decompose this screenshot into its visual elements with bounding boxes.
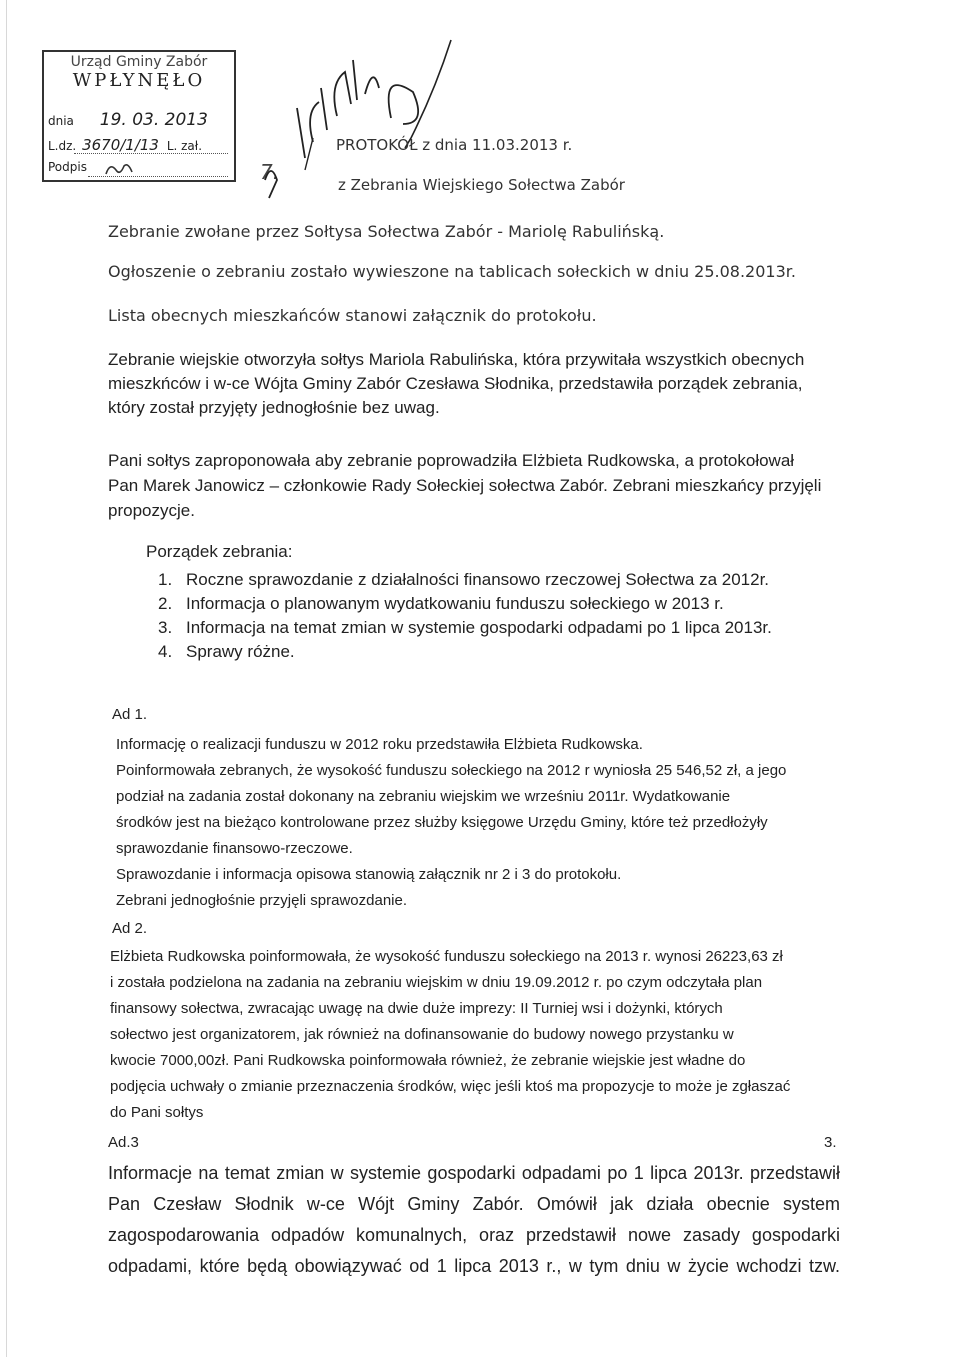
ad1-line: Informację o realizacji funduszu w 2012 roku przedstawiła Elżbieta Rudkowska. <box>116 736 643 753</box>
opening-paragraph <box>108 348 804 420</box>
ad3-line: Pan Czesław Słodnik w-ce Wójt Gminy Zabór. Omówił jak działa obecnie system <box>108 1194 840 1214</box>
ad1-line: Sprawozdanie i informacja opisowa stanowią załącznik nr 2 i 3 do protokołu. <box>116 866 622 883</box>
stamp-title: WPŁYNĘŁO <box>72 70 206 91</box>
stamp-ref-label: L.dz. <box>48 139 77 153</box>
stamp-sign-row <box>48 160 87 174</box>
stamp-attachments-label: L. zał. <box>166 139 203 153</box>
ad1-paragraph <box>116 732 786 914</box>
ad2-line: do Pani sołtys <box>110 1104 204 1121</box>
stamp-date-label: dnia <box>48 114 74 128</box>
ad2-line: finansowy sołectwa, zwracając uwagę na dwie duże imprezy: II Turniej wsi i dożynki, których <box>110 1000 723 1017</box>
ad3-marker: 3. <box>824 1134 837 1151</box>
ad1-line: sprawozdanie finansowo-rzeczowe. <box>116 840 353 857</box>
stamp-office: Urząd Gminy Zabór <box>70 54 208 70</box>
opening-line: który został przyjęty jednogłośnie bez uwag. <box>108 398 440 417</box>
agenda-item: 4. Sprawy różne. <box>158 642 295 661</box>
ad2-line: sołectwo jest organizatorem, jak również na dofinansowanie do budowy nowego przystanku w <box>110 1026 734 1043</box>
chair-line: propozycje. <box>108 501 195 520</box>
scan-edge <box>6 0 7 1357</box>
ad2-paragraph <box>110 944 790 1126</box>
opening-line: Zebranie wiejskie otworzyła sołtys Mariola Rabulińska, która przywitała wszystkich obecnych <box>108 350 805 369</box>
intro-attendance: Lista obecnych mieszkańców stanowi załącznik do protokołu. <box>108 306 597 325</box>
ad1-heading: Ad 1. <box>112 706 148 723</box>
chair-paragraph <box>108 448 821 523</box>
ad3-paragraph <box>108 1158 840 1282</box>
intro-notice: Ogłoszenie o zebraniu zostało wywieszone na tablicach sołeckich w dniu 25.08.2013r. <box>108 262 796 281</box>
stamp-ref-row <box>48 136 202 154</box>
ad1-line: środków jest na bieżąco kontrolowane przez służby księgowe Urzędu Gminy, które też przedłożyły <box>116 814 768 831</box>
stamp-date-value: 19. 03. 2013 <box>99 110 208 130</box>
ad2-line: i została podzielona na zadania na zebraniu wiejskim w dniu 19.09.2012 r. po czym odczytała plan <box>110 974 763 991</box>
agenda-item: 3. Informacja na temat zmian w systemie gospodarki odpadami po 1 lipca 2013r. <box>158 618 772 637</box>
ad1-line: podział na zadania został dokonany na zebraniu wiejskim we wrześniu 2011r. Wydatkowanie <box>116 788 731 805</box>
stamp-sign-label: Podpis <box>48 160 87 174</box>
chair-line: Pan Marek Janowicz – członkowie Rady Sołeckiej sołectwa Zabór. Zebrani mieszkańcy przyjęli <box>108 476 822 495</box>
opening-line: mieszkńców i w-ce Wójta Gminy Zabór Czesława Słodnika, przedstawiła porządek zebrania, <box>108 374 803 393</box>
protocol-title: PROTOKÓŁ z dnia 11.03.2013 r. <box>336 136 573 154</box>
ad3-heading: Ad.3 <box>108 1134 139 1151</box>
handwritten-annotation: 7. <box>260 160 280 184</box>
receipt-stamp <box>42 50 236 182</box>
stamp-date-row <box>48 110 208 130</box>
agenda-list <box>158 568 772 664</box>
ad3-line: Informacje na temat zmian w systemie gospodarki odpadami po 1 lipca 2013r. przedstawił <box>108 1163 840 1183</box>
ad1-line: Zebrani jednogłośnie przyjęli sprawozdanie. <box>116 892 407 909</box>
ad2-line: podjęcia uchwały o zmianie przeznaczenia środków, więc jeśli ktoś ma propozycje to może je zgłaszać <box>110 1078 791 1095</box>
stamp-ref-line <box>74 153 228 154</box>
agenda-heading: Porządek zebrania: <box>146 542 293 561</box>
ad2-heading: Ad 2. <box>112 920 148 937</box>
stamp-initials-mark <box>102 160 142 178</box>
ad3-line: zagospodarowania odpadów komunalnych, oraz przedstawił nowe zasady gospodarki <box>108 1225 840 1245</box>
intro-convened: Zebranie zwołane przez Sołtysa Sołectwa Zabór - Mariolę Rabulińską. <box>108 222 665 241</box>
ad2-line: kwocie 7000,00zł. Pani Rudkowska poinformowała również, że zebranie wiejskie jest władne do <box>110 1052 746 1069</box>
protocol-subtitle: z Zebrania Wiejskiego Sołectwa Zabór <box>338 176 625 194</box>
agenda-item: 2. Informacja o planowanym wydatkowaniu funduszu sołeckiego w 2013 r. <box>158 594 724 613</box>
stamp-ref-value: 3670/1/13 <box>82 136 159 154</box>
chair-line: Pani sołtys zaproponowała aby zebranie poprowadziła Elżbieta Rudkowska, a protokołował <box>108 451 795 470</box>
ad1-line: Poinformowała zebranych, że wysokość funduszu sołeckiego na 2012 r wyniosła 25 546,52 zł, a jego <box>116 762 787 779</box>
ad2-line: Elżbieta Rudkowska poinformowała, że wysokość funduszu sołeckiego na 2013 r. wynosi 26223,63 zł <box>110 948 783 965</box>
agenda-item: 1. Roczne sprawozdanie z działalności finansowo rzeczowej Sołectwa za 2012r. <box>158 570 770 589</box>
ad3-line: odpadami, które będą obowiązywać od 1 lipca 2013 r., w tym dniu w życie wchodzi tzw. <box>108 1256 840 1276</box>
